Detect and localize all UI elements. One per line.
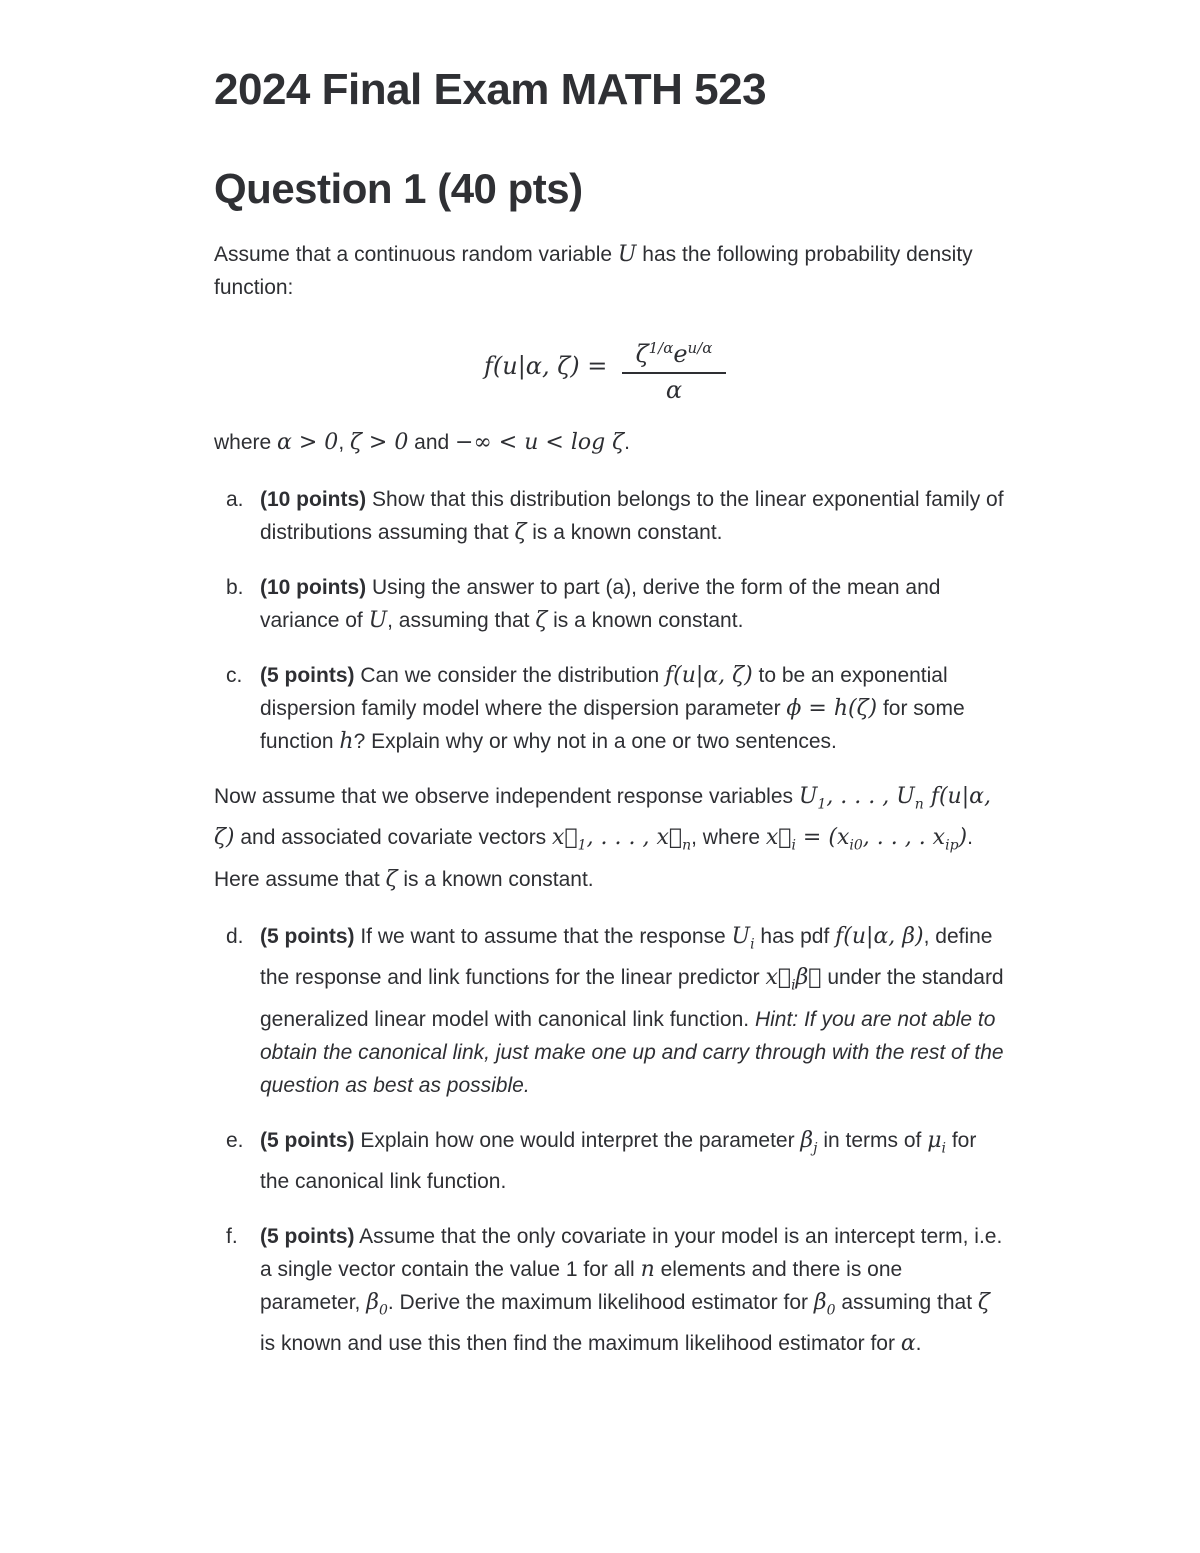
text: . Derive the maximum likelihood estimator for [387,1290,814,1314]
math: ζ [535,608,548,633]
part-b [214,571,1004,637]
part-a [214,483,1004,549]
text: , define the response and link functions for the linear predictor [260,924,993,990]
part-c [214,659,1004,758]
math: ζ [385,866,398,892]
math: $x⃗_i\beta⃗$ [765,965,822,994]
math: $U_i$ [731,923,755,953]
math: ζ [977,1289,990,1315]
math: $\beta_j$ [800,1127,818,1156]
setup-paragraph [214,780,1004,896]
list-marker: c. [226,664,243,687]
math: $\mu_i$ [927,1127,946,1156]
text: is a known constant. [547,609,744,632]
formula-exponent: u/α [687,339,713,357]
formula-e: e [673,340,688,368]
text: is a known constant. [397,867,594,891]
text: . [624,431,630,454]
formula-numerator [622,334,726,374]
list-marker: a. [226,488,244,511]
formula-denominator: α [665,376,683,404]
text: Can we consider the distribution [354,664,665,687]
text: for the canonical link function. [260,1128,977,1193]
text: , assuming that [387,609,536,632]
points-label: (10 points) [260,576,367,599]
text: Show that this distribution belongs to the linear exponential family of distributions assuming that [260,488,1004,544]
intro-text: has the following probability density function: [214,243,973,299]
points-label: (5 points) [260,1224,355,1248]
math-constraint: ζ > 0 [349,430,409,455]
part-list-1 [214,483,1004,758]
math: f(u|α, ζ) [665,663,753,688]
text: Using the answer to part (a), derive the form of the mean and variance of [260,576,941,632]
text: Explain how one would interpret the parameter [354,1128,801,1152]
math: ζ [514,520,527,545]
text: where [214,431,278,454]
text: in terms of [817,1128,928,1152]
text: Assume that the only covariate in your model is an intercept term, i.e. a single vector contain the value 1 for all [260,1224,1003,1281]
part-e [214,1124,1004,1198]
question-intro [214,238,1004,304]
text: . Here assume that [214,826,973,891]
pdf-formula [214,334,1004,404]
math: h [339,729,354,754]
text: , where [691,826,766,850]
math: U [368,608,388,633]
hint-text: Hint: If you are not able to obtain the canonical link, just make one up and carry through with the rest of the question as best as possible. [260,1007,1004,1097]
list-marker: b. [226,576,244,599]
text: for some function [260,697,965,753]
text: is known and use this then find the maximum likelihood estimator for [260,1332,901,1356]
text: elements and there is one parameter, [260,1257,903,1314]
math: ϕ = h(ζ) [786,696,878,721]
math-constraint: −∞ < u < log ζ [455,430,625,455]
question-heading: Question 1 (40 pts) [214,165,583,212]
points-label: (5 points) [260,664,355,687]
text: assuming that [835,1290,978,1314]
math: $\beta_0$ [366,1289,388,1319]
intro-text: Assume that a continuous random variable [214,243,618,266]
text: under the standard generalized linear model with canonical link function. [260,966,1004,1031]
parameter-constraints [214,426,1004,459]
text: If we want to assume that the response [354,924,732,948]
text: , [338,431,350,454]
math-var: U [617,242,637,267]
math: n [640,1256,655,1282]
math: α [900,1331,916,1357]
formula-lhs: f(u|α, ζ) = [484,352,608,380]
text: and associated covariate vectors [234,826,553,850]
math: $x⃗_i = (x_{i0}$, . . , . $x_{ip}$) [765,825,968,854]
list-marker: d. [226,924,244,948]
math: $U_1$, . . . , $U_n$ f(u|α, ζ) [214,784,991,851]
text: and [408,431,456,454]
math: $x⃗_1$, . . . , $x⃗_n$ [552,825,692,854]
part-f [214,1220,1004,1360]
part-list-2 [214,920,1004,1361]
math: $\beta_0$ [813,1289,836,1319]
list-marker: e. [226,1128,244,1152]
points-label: (10 points) [260,488,367,511]
points-label: (5 points) [260,1128,355,1152]
text: has pdf [754,924,836,948]
part-d [214,920,1004,1102]
list-marker: f. [226,1224,238,1248]
formula-fraction [622,334,726,406]
exam-page [214,62,1004,1360]
formula-exponent: 1/α [648,339,674,357]
text: to be an exponential dispersion family model where the dispersion parameter [260,664,948,720]
text: is a known constant. [526,521,723,544]
math-constraint: α > 0 [277,430,339,455]
text: . [915,1332,922,1356]
math: f(u|α, β) [835,923,924,949]
points-label: (5 points) [260,924,355,948]
text: ? Explain why or why not in a one or two sentences. [353,730,837,753]
page-title: 2024 Final Exam MATH 523 [214,65,767,114]
formula-zeta: ζ [635,340,649,368]
text: Now assume that we observe independent response variables [214,785,799,808]
